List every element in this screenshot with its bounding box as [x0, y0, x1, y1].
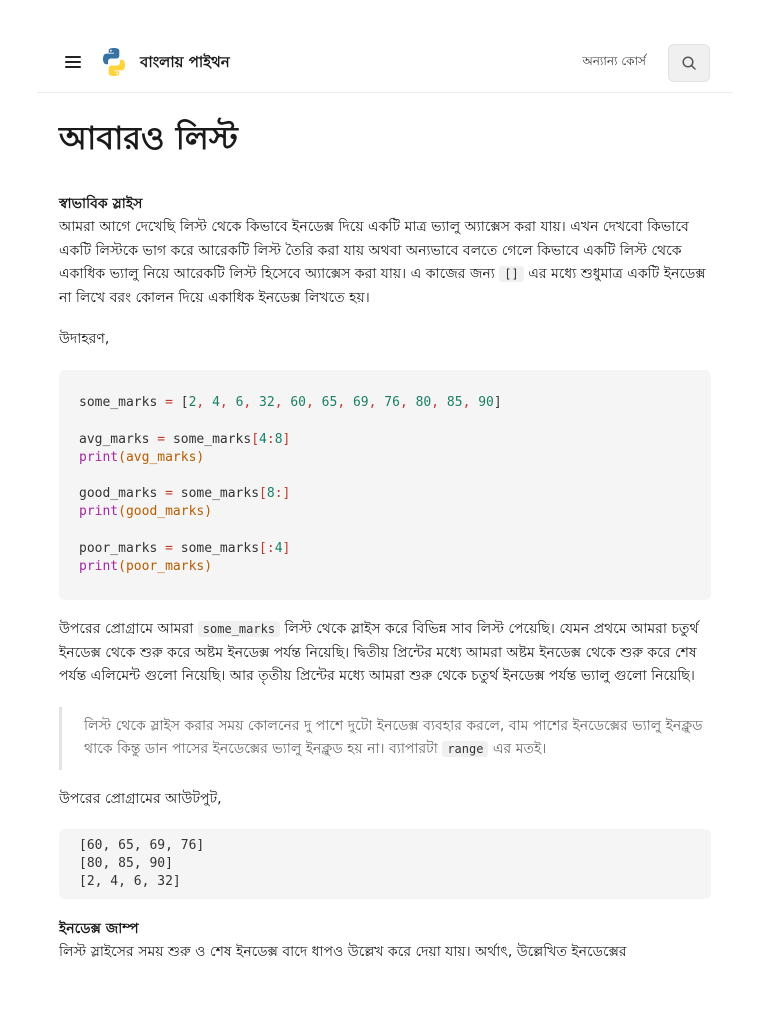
explanation-text-a: উপরের প্রোগ্রামে আমরা: [59, 621, 194, 637]
site-title[interactable]: বাংলায় পাইথন: [140, 53, 230, 71]
intro-text-b: এর মধ্যে শুধুমাত্র একটি ইনডেক্স না লিখে বরং কোলন দিয়ে একাধিক ইনডেক্স লিখতে হয়।: [59, 266, 706, 306]
section-title-slice: স্বাভাবিক স্লাইস: [59, 196, 143, 212]
code-number: 69: [352, 395, 369, 410]
code-number: 6: [235, 395, 244, 410]
other-courses-link[interactable]: অন্যান্য কোর্স: [582, 54, 646, 68]
page-title: আবারও লিস্ট: [59, 119, 238, 157]
hamburger-menu-icon[interactable]: [65, 56, 81, 68]
search-button[interactable]: [668, 44, 710, 82]
search-icon: [681, 55, 697, 71]
code-number: 90: [478, 395, 494, 410]
article-content: [59, 110, 711, 983]
code-number: 4: [212, 395, 220, 410]
explanation-text-b: লিস্ট থেকে স্লাইস করে বিভিন্ন সাব লিস্ট পেয়েছি। যেমন প্রথমে আমরা চতুর্থ ইনডেক্স থেকে শুরু করে অষ্টম ইনডেক্স পর্যন্ত নিয়েছি। দ্বিতীয় প্রিন্টের মধ্যে আমরা অষ্টম ইনডেক্স থেকে শুরু করে শেষ পর্যন্ত এলিমেন্ট গুলো নিয়েছি। আর তৃতীয় প্রিন্টের মধ্যে আমরা শুরু থেকে চতুর্থ ইনডেক্স পর্যন্ত ভ্যালু গুলো নিয়েছি।: [59, 621, 699, 684]
code-number: 76: [384, 395, 400, 410]
site-header: [37, 30, 733, 93]
code-line: print(avg_marks): [79, 449, 205, 465]
code-line: some_marks = [2, 4, 6, 32, 60, 65, 69, 76, 80, 85, 90]: [79, 395, 502, 410]
intro-paragraph: [59, 216, 711, 310]
code-line: print(good_marks): [79, 504, 213, 519]
output-line: [60, 65, 69, 76]: [79, 838, 205, 853]
code-number: 65: [321, 395, 338, 410]
python-logo-icon[interactable]: [98, 46, 130, 78]
code-number: 60: [290, 395, 307, 410]
code-line: good_marks = some_marks[8:]: [79, 486, 291, 501]
intro-text-a: আমরা আগে দেখেছি লিস্ট থেকে কিভাবে ইনডেক্স দিয়ে একটি মাত্র ভ্যালু অ্যাক্সেস করা যায়। এখন দেখবো কিভাবে একটি লিস্টকে ভাগ করে আরেকটি লিস্ট তৈরি করা যায় অথবা অন্যভাবে বলতে গেলে কিভাবে একটি লিস্ট থেকে একাধিক ভ্যালু নিয়ে আরেকটি লিস্ট হিসেবে অ্যাক্সেস করা যায়। এ কাজের জন্য: [59, 219, 689, 282]
output-label: উপরের প্রোগ্রামের আউটপুট,: [59, 790, 222, 807]
code-line: print(poor_marks): [79, 558, 213, 574]
code-line: poor_marks = some_marks[:4]: [79, 540, 291, 556]
code-number: 80: [415, 395, 432, 410]
code-number: 85: [446, 395, 463, 410]
code-number: 2: [188, 395, 197, 410]
inline-code-range: range: [442, 741, 488, 757]
jump-paragraph: লিস্ট স্লাইসের সময় শুরু ও শেষ ইনডেক্স বাদে ধাপও উল্লেখ করে দেয়া যায়। অর্থাৎ, উল্লেখিত ইনডেক্সের: [59, 944, 627, 960]
note-text-a: লিস্ট থেকে স্লাইস করার সময় কোলনের দু পাশে দুটো ইনডেক্স ব্যবহার করলে, বাম পাশের ইনডেক্সের ভ্যালু ইনক্লুড থাকে কিন্তু ডান পাসের ইনডেক্সের ভ্যালু ইনক্লুড হয় না। ব্যাপারটা: [84, 717, 703, 757]
code-block-slicing[interactable]: [59, 370, 711, 601]
note-blockquote: [59, 707, 711, 770]
section-title-jump: ইনডেক্স জাম্প: [59, 921, 139, 937]
code-number: 32: [259, 395, 275, 410]
inline-code-brackets: []: [499, 266, 523, 282]
explanation-paragraph: [59, 618, 711, 689]
output-line: [80, 85, 90]: [79, 856, 173, 871]
code-line: avg_marks = some_marks[4:8]: [79, 431, 291, 447]
output-line: [2, 4, 6, 32]: [79, 874, 181, 889]
note-text-b: এর মতই।: [492, 741, 547, 757]
output-code-block[interactable]: [59, 829, 711, 899]
example-label: উদাহরণ,: [59, 331, 110, 347]
inline-code-some-marks: some_marks: [198, 621, 280, 637]
